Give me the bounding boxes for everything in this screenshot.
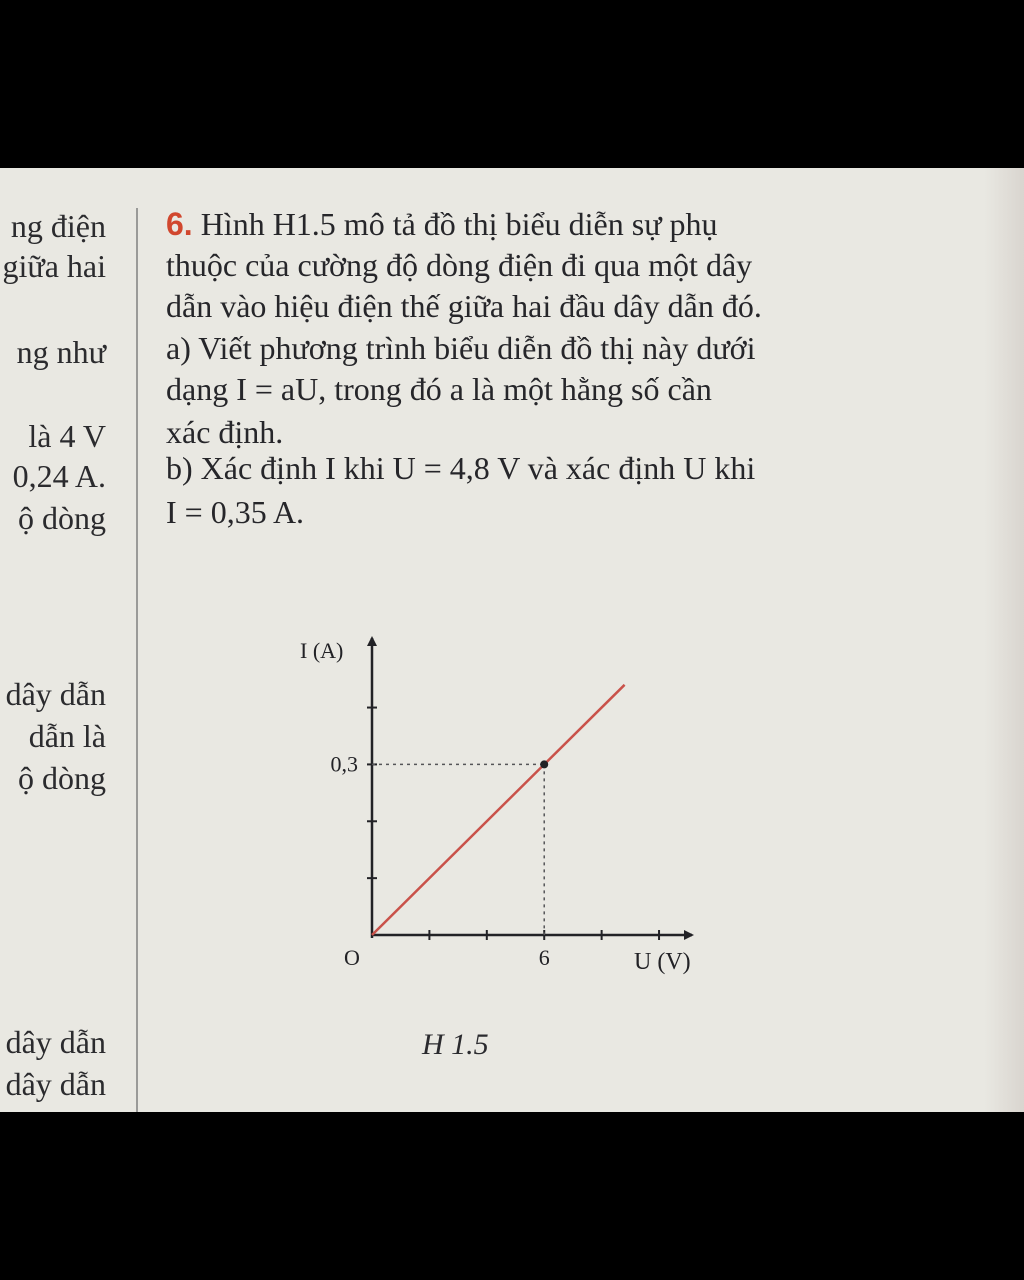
margin-text-line: ộ dòng	[18, 500, 106, 536]
problem-line: thuộc của cường độ dòng điện đi qua một dây	[166, 247, 753, 283]
data-point	[540, 760, 548, 768]
y-tick-label: 0,3	[330, 751, 358, 777]
problem-line: I = 0,35 A.	[166, 494, 305, 530]
x-axis-label: U (V)	[634, 949, 691, 975]
problem-line: dạng I = aU, trong đó a là một hằng số cần	[166, 371, 712, 407]
margin-text-line: ng điện	[10, 208, 106, 244]
margin-text-line: dây dẫn	[5, 676, 106, 712]
margin-text-line: ng như	[16, 334, 106, 370]
problem-line: xác định.	[166, 414, 284, 450]
margin-text-line: giữa hai	[2, 248, 106, 284]
origin-label: O	[344, 945, 360, 970]
margin-text-line: là 4 V	[28, 418, 106, 454]
margin-text-line: dây dẫn	[5, 1066, 106, 1102]
problem-line: b) Xác định I khi U = 4,8 V và xác định U khi	[166, 450, 756, 486]
problem-number: 6.	[166, 206, 193, 242]
figure-caption: H 1.5	[422, 1028, 489, 1061]
problem-text: Hình H1.5 mô tả đồ thị biểu diễn sự phụ	[200, 206, 718, 242]
margin-text-line: dây dẫn	[5, 1024, 106, 1060]
x-tick-label: 6	[538, 945, 550, 970]
margin-text-line: ộ dòng	[18, 760, 106, 796]
book-page	[0, 168, 1024, 1112]
problem-line: a) Viết phương trình biểu diễn đồ thị này dưới	[166, 330, 756, 366]
series-line	[372, 685, 625, 935]
y-axis-label: I (A)	[300, 638, 344, 663]
current-voltage-graph	[0, 168, 1024, 1112]
problem-line: dẫn vào hiệu điện thế giữa hai đầu dây dẫn đó.	[166, 288, 762, 324]
margin-text-line: dẫn là	[28, 718, 106, 754]
margin-text-line: 0,24 A.	[12, 458, 106, 494]
